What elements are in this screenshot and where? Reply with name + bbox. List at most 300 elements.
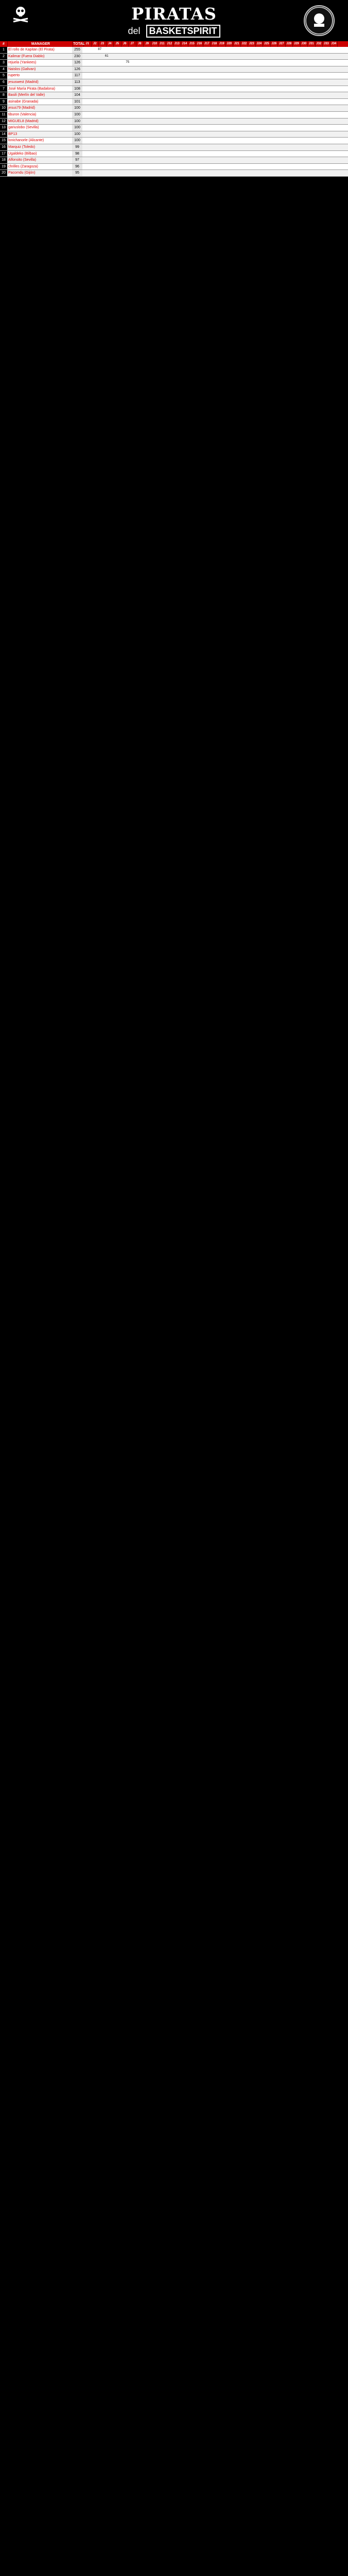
row-round [256, 112, 264, 118]
row-round [207, 112, 215, 118]
row-round [284, 157, 291, 163]
row-round [110, 131, 117, 138]
row-round [305, 151, 312, 157]
row-round [201, 164, 208, 170]
row-round [110, 144, 117, 150]
row-round [284, 125, 291, 131]
row-round [277, 105, 284, 111]
row-total: 255 [72, 47, 82, 53]
row-round [291, 105, 298, 111]
row-round [117, 118, 125, 125]
row-round [82, 164, 90, 170]
row-round [145, 164, 152, 170]
row-round [180, 54, 187, 60]
row-round [173, 66, 180, 73]
row-round [131, 60, 138, 66]
table-row [0, 125, 348, 131]
row-round [103, 151, 111, 157]
row-round [270, 86, 277, 92]
row-round [221, 131, 229, 138]
row-round [201, 79, 208, 86]
row-round [298, 86, 305, 92]
row-round [263, 125, 270, 131]
row-round [82, 138, 90, 144]
row-round [194, 170, 201, 176]
row-round [277, 92, 284, 98]
header-round: J26 [271, 41, 279, 47]
header-round: J11 [159, 41, 166, 47]
row-total: 100 [72, 138, 82, 144]
row-round [96, 86, 103, 92]
row-round [298, 92, 305, 98]
row-round [124, 131, 131, 138]
row-round [103, 47, 111, 53]
row-round [291, 66, 298, 73]
row-round [242, 60, 250, 66]
row-round [96, 131, 103, 138]
row-round [90, 73, 97, 79]
row-round [249, 144, 256, 150]
row-round [215, 144, 222, 150]
row-round [256, 125, 264, 131]
row-round [242, 170, 250, 176]
row-pos: 11 [0, 112, 7, 118]
row-round [201, 73, 208, 79]
row-round [201, 86, 208, 92]
row-round [103, 60, 111, 66]
row-round [242, 138, 250, 144]
row-round [90, 79, 97, 86]
row-round [96, 157, 103, 163]
row-round [173, 131, 180, 138]
row-round [215, 112, 222, 118]
row-round [96, 66, 103, 73]
row-round [312, 99, 319, 105]
row-round [152, 54, 159, 60]
row-round [131, 54, 138, 60]
row-round [221, 138, 229, 144]
row-round [110, 73, 117, 79]
row-round [207, 151, 215, 157]
row-round [235, 131, 242, 138]
row-round [124, 112, 131, 118]
row-round [215, 170, 222, 176]
row-round [215, 92, 222, 98]
row-round [173, 79, 180, 86]
row-round [263, 118, 270, 125]
table-row [0, 164, 348, 171]
row-round [256, 131, 264, 138]
row-round [187, 144, 194, 150]
row-round [229, 105, 236, 111]
row-round [201, 125, 208, 131]
row-round [312, 47, 319, 53]
row-round [291, 125, 298, 131]
row-round [117, 170, 125, 176]
row-round [82, 54, 90, 60]
row-round [312, 66, 319, 73]
row-round [298, 144, 305, 150]
row-round [305, 86, 312, 92]
table-row [0, 170, 348, 177]
row-round [145, 79, 152, 86]
row-round [207, 86, 215, 92]
row-round [221, 99, 229, 105]
row-round [82, 157, 90, 163]
row-round [194, 144, 201, 150]
row-round [201, 92, 208, 98]
row-total: 96 [72, 164, 82, 170]
row-round [110, 138, 117, 144]
row-round [221, 60, 229, 66]
row-round [263, 66, 270, 73]
row-round [256, 118, 264, 125]
row-round [110, 47, 117, 53]
row-round [159, 99, 166, 105]
row-round [235, 138, 242, 144]
row-round [166, 131, 173, 138]
row-round [187, 151, 194, 157]
row-round [298, 170, 305, 176]
row-round [117, 92, 125, 98]
row-round [90, 144, 97, 150]
row-round [173, 157, 180, 163]
row-round [298, 60, 305, 66]
row-round [138, 47, 145, 53]
row-round [263, 73, 270, 79]
row-round [207, 73, 215, 79]
header-round: J2 [92, 41, 99, 47]
row-round [82, 60, 90, 66]
row-round [173, 125, 180, 131]
row-pos: 20 [0, 170, 7, 176]
row-round [249, 118, 256, 125]
row-round [117, 60, 125, 66]
row-round [117, 66, 125, 73]
row-round [117, 144, 125, 150]
row-round [242, 54, 250, 60]
row-pos: 8 [0, 92, 7, 98]
row-round [298, 131, 305, 138]
row-round [187, 54, 194, 60]
row-round [82, 99, 90, 105]
row-round [117, 79, 125, 86]
row-round [291, 79, 298, 86]
row-manager: MIGUEL8 (Madrid) [8, 119, 39, 123]
row-round [187, 79, 194, 86]
row-round [207, 47, 215, 53]
row-round [235, 60, 242, 66]
row-round [194, 73, 201, 79]
row-round [249, 60, 256, 66]
row-round [201, 118, 208, 125]
row-round [235, 151, 242, 157]
row-round [263, 170, 270, 176]
row-round [249, 151, 256, 157]
row-round [235, 92, 242, 98]
table-row [0, 131, 348, 138]
row-round [131, 118, 138, 125]
row-round [263, 157, 270, 163]
row-round [103, 164, 111, 170]
row-round [235, 86, 242, 92]
row-round [235, 164, 242, 170]
row-round [229, 125, 236, 131]
row-round [277, 164, 284, 170]
row-round [131, 144, 138, 150]
row-round [166, 86, 173, 92]
row-round [138, 144, 145, 150]
row-round [277, 170, 284, 176]
row-round [90, 118, 97, 125]
row-round [82, 73, 90, 79]
row-round [166, 79, 173, 86]
row-round [284, 112, 291, 118]
row-round [110, 105, 117, 111]
row-round [291, 151, 298, 157]
row-round [159, 125, 166, 131]
row-round [221, 66, 229, 73]
row-round [201, 131, 208, 138]
row-round [312, 138, 319, 144]
table-row [0, 144, 348, 151]
row-round [173, 164, 180, 170]
row-round [159, 79, 166, 86]
row-round [263, 47, 270, 53]
header-round: J8 [136, 41, 144, 47]
row-round [138, 79, 145, 86]
row-round [117, 86, 125, 92]
row-round [221, 118, 229, 125]
row-round [229, 138, 236, 144]
row-manager: José María Pirata (Badalona) [8, 87, 56, 91]
row-round [256, 138, 264, 144]
row-round [131, 151, 138, 157]
row-round [82, 112, 90, 118]
row-round [284, 138, 291, 144]
row-round [110, 54, 117, 60]
row-round [110, 157, 117, 163]
row-round [159, 47, 166, 53]
row-round [138, 105, 145, 111]
row-round [207, 105, 215, 111]
row-round [277, 60, 284, 66]
row-round [256, 105, 264, 111]
row-round [166, 54, 173, 60]
row-round [284, 60, 291, 66]
row-round [152, 131, 159, 138]
row-round [96, 73, 103, 79]
row-round [82, 92, 90, 98]
row-round [96, 144, 103, 150]
row-round [145, 125, 152, 131]
row-manager: Ugaldeko (Bilbao) [8, 151, 37, 156]
row-round [103, 131, 111, 138]
row-total: 108 [72, 86, 82, 92]
row-round [207, 54, 215, 60]
row-round [235, 118, 242, 125]
row-round [215, 66, 222, 73]
row-round [242, 112, 250, 118]
row-round [229, 79, 236, 86]
row-round [305, 164, 312, 170]
row-round [166, 164, 173, 170]
row-round [277, 157, 284, 163]
row-round [90, 151, 97, 157]
row-round [152, 79, 159, 86]
row-round [215, 47, 222, 53]
row-round [166, 144, 173, 150]
header-round: J23 [248, 41, 256, 47]
row-round [173, 138, 180, 144]
row-round [82, 144, 90, 150]
row-pos: 18 [0, 157, 7, 163]
row-round [249, 47, 256, 53]
row-round [166, 73, 173, 79]
row-round [229, 73, 236, 79]
row-round [131, 86, 138, 92]
row-round [145, 170, 152, 176]
row-round [284, 151, 291, 157]
row-round [277, 144, 284, 150]
row-round [90, 157, 97, 163]
row-round [242, 79, 250, 86]
row-round [152, 170, 159, 176]
row-round [110, 92, 117, 98]
row-round [131, 170, 138, 176]
row-round [221, 164, 229, 170]
header-round: J4 [107, 41, 114, 47]
row-round [284, 79, 291, 86]
row-round [96, 54, 103, 60]
row-round [242, 86, 250, 92]
row-pos: 12 [0, 118, 7, 125]
row-round [180, 112, 187, 118]
row-round [305, 73, 312, 79]
row-round [312, 118, 319, 125]
row-round [194, 118, 201, 125]
row-round [124, 86, 131, 92]
row-round [221, 144, 229, 150]
row-pos: 19 [0, 164, 7, 170]
table-row [0, 60, 348, 66]
row-round [277, 54, 284, 60]
row-round [110, 118, 117, 125]
header-round: J14 [181, 41, 189, 47]
row-round [263, 79, 270, 86]
row-round [256, 144, 264, 150]
row-pos: 13 [0, 125, 7, 131]
row-round [187, 164, 194, 170]
row-round [117, 138, 125, 144]
row-round [229, 92, 236, 98]
row-round [180, 131, 187, 138]
row-round [229, 170, 236, 176]
row-round [263, 86, 270, 92]
row-round [249, 86, 256, 92]
row-round [221, 151, 229, 157]
row-round [277, 151, 284, 157]
row-round [221, 47, 229, 53]
row-round [138, 99, 145, 105]
row-round [229, 47, 236, 53]
row-round [270, 131, 277, 138]
row-round [298, 118, 305, 125]
row-round [305, 92, 312, 98]
row-round [180, 60, 187, 66]
row-round [270, 99, 277, 105]
row-pos: 10 [0, 105, 7, 111]
row-round [305, 131, 312, 138]
row-manager: chrilles (Zaragoza) [8, 164, 38, 168]
row-round [207, 170, 215, 176]
row-round [305, 60, 312, 66]
row-round [194, 151, 201, 157]
row-round [117, 73, 125, 79]
row-round [277, 125, 284, 131]
row-round [249, 73, 256, 79]
row-round [298, 66, 305, 73]
row-round [187, 112, 194, 118]
row-round [207, 131, 215, 138]
header-round: J33 [323, 41, 330, 47]
row-round [152, 47, 159, 53]
row-round [90, 138, 97, 144]
row-round [117, 151, 125, 157]
row-round [187, 66, 194, 73]
row-manager: Naislos (Galivan) [8, 67, 36, 71]
row-round [117, 54, 125, 60]
row-round [221, 125, 229, 131]
row-round [159, 170, 166, 176]
row-round [180, 79, 187, 86]
row-round [145, 131, 152, 138]
row-round [117, 99, 125, 105]
row-round [256, 151, 264, 157]
row-round [194, 79, 201, 86]
row-pos: 15 [0, 138, 7, 144]
row-round [96, 170, 103, 176]
row-round [201, 170, 208, 176]
row-round [194, 86, 201, 92]
row-round [82, 79, 90, 86]
row-total: 100 [72, 131, 82, 138]
row-pos: 16 [0, 144, 7, 150]
table-row [0, 151, 348, 158]
row-round [263, 151, 270, 157]
row-round [277, 99, 284, 105]
row-manager: asinabe (Granada) [8, 99, 39, 104]
row-round [249, 105, 256, 111]
row-round [124, 151, 131, 157]
row-round [270, 105, 277, 111]
row-round [96, 125, 103, 131]
table-row [0, 99, 348, 106]
row-round [159, 164, 166, 170]
row-round [145, 118, 152, 125]
row-round [256, 47, 264, 53]
row-round [159, 86, 166, 92]
row-round [187, 125, 194, 131]
row-round [180, 144, 187, 150]
row-round [166, 60, 173, 66]
row-round [235, 47, 242, 53]
row-round [124, 73, 131, 79]
row-round [152, 118, 159, 125]
row-round [256, 164, 264, 170]
row-round [166, 47, 173, 53]
row-round [90, 170, 97, 176]
